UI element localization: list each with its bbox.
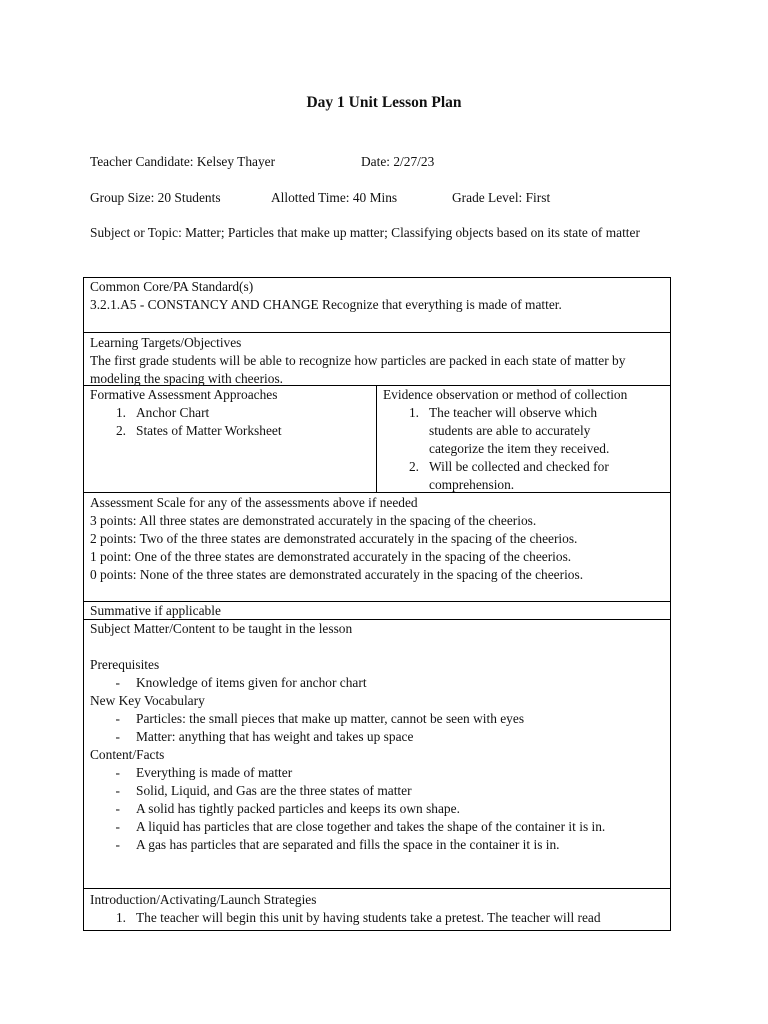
list-item: [90, 404, 370, 422]
list-item: [90, 818, 664, 836]
list-text: The teacher will observe which students are able to accurately categorize the item they received.: [429, 405, 610, 456]
subject-topic: Subject or Topic: Matter; Particles that make up matter; Classifying objects based on its state of matter: [90, 225, 640, 240]
list-text: Anchor Chart: [136, 405, 210, 420]
list-number: 1.: [115, 405, 126, 420]
list-text: Everything is made of matter: [136, 765, 293, 780]
list-text: Matter: anything that has weight and takes up space: [136, 729, 414, 744]
list-item: [383, 404, 664, 458]
prerequisites-heading: Prerequisites: [90, 657, 160, 672]
teacher-candidate: Teacher Candidate: Kelsey Thayer: [90, 154, 276, 169]
list-dash: -: [115, 711, 120, 726]
evidence-cell: [377, 386, 670, 492]
formative-heading: Formative Assessment Approaches: [90, 387, 278, 402]
list-text: Solid, Liquid, and Gas are the three states of matter: [136, 783, 412, 798]
list-item: [90, 674, 664, 692]
list-item: [90, 782, 664, 800]
list-dash: -: [115, 783, 120, 798]
standards-text: 3.2.1.A5 - CONSTANCY AND CHANGE Recognize that everything is made of matter.: [90, 297, 562, 312]
summative-heading: Summative if applicable: [90, 603, 221, 618]
list-number: 1.: [408, 405, 419, 420]
group-size: Group Size: 20 Students: [90, 190, 221, 205]
list-item: [90, 764, 664, 782]
list-number: 1.: [115, 910, 126, 925]
list-dash: -: [115, 675, 120, 690]
list-item: [90, 728, 664, 746]
list-text: A gas has particles that are separated and fills the space in the container it is in.: [136, 837, 560, 852]
list-item: [90, 909, 664, 927]
scale-line: 0 points: None of the three states are demonstrated accurately in the spacing of the cheerios.: [90, 567, 584, 582]
list-text: Particles: the small pieces that make up matter, cannot be seen with eyes: [136, 711, 525, 726]
assessment-scale-cell: [84, 493, 670, 602]
list-number: 2.: [115, 423, 126, 438]
list-number: 2.: [408, 459, 419, 474]
list-item: [90, 710, 664, 728]
list-text: Knowledge of items given for anchor chart: [136, 675, 367, 690]
grade-level: Grade Level: First: [452, 190, 551, 205]
list-dash: -: [115, 819, 120, 834]
list-text: States of Matter Worksheet: [136, 423, 282, 438]
list-item: [90, 422, 370, 440]
lesson-plan-table: [83, 277, 671, 931]
teacher-line: [90, 153, 435, 171]
allotted-time: Allotted Time: 40 Mins: [271, 190, 398, 205]
list-text: The teacher will begin this unit by having students take a pretest. The teacher will read: [136, 910, 601, 925]
assessment-row: [84, 386, 670, 493]
list-text: A solid has tightly packed particles and keeps its own shape.: [136, 801, 460, 816]
list-dash: -: [115, 837, 120, 852]
document-title: Day 1 Unit Lesson Plan: [306, 94, 462, 111]
list-dash: -: [115, 729, 120, 744]
objectives-heading: Learning Targets/Objectives: [90, 335, 242, 350]
objectives-text: The first grade students will be able to recognize how particles are packed in each state of matter by modeling the spacing with cheerios.: [90, 353, 626, 386]
evidence-heading: Evidence observation or method of collection: [383, 387, 628, 402]
content-cell: [84, 620, 670, 889]
list-item: [383, 458, 664, 494]
list-text: Will be collected and checked for comprehension.: [429, 459, 609, 492]
scale-line: 2 points: Two of the three states are demonstrated accurately in the spacing of the cheerios.: [90, 531, 578, 546]
objectives-cell: [84, 333, 670, 386]
content-heading: Subject Matter/Content to be taught in the lesson: [90, 621, 353, 636]
list-item: [90, 800, 664, 818]
lesson-date: Date: 2/27/23: [361, 154, 435, 169]
scale-line: 1 point: One of the three states are demonstrated accurately in the spacing of the cheerios.: [90, 549, 572, 564]
vocabulary-heading: New Key Vocabulary: [90, 693, 205, 708]
list-item: [90, 836, 664, 854]
list-dash: -: [115, 801, 120, 816]
summative-cell: [84, 602, 670, 620]
group-line: [90, 189, 551, 207]
standards-cell: [84, 278, 670, 333]
scale-heading: Assessment Scale for any of the assessments above if needed: [90, 495, 418, 510]
list-dash: -: [115, 765, 120, 780]
standards-heading: Common Core/PA Standard(s): [90, 279, 254, 294]
introduction-cell: [84, 889, 670, 930]
introduction-heading: Introduction/Activating/Launch Strategies: [90, 892, 317, 907]
formative-cell: [84, 386, 377, 492]
content-facts-heading: Content/Facts: [90, 747, 165, 762]
list-text: A liquid has particles that are close together and takes the shape of the container it is in.: [136, 819, 606, 834]
scale-line: 3 points: All three states are demonstrated accurately in the spacing of the cheerios.: [90, 513, 537, 528]
